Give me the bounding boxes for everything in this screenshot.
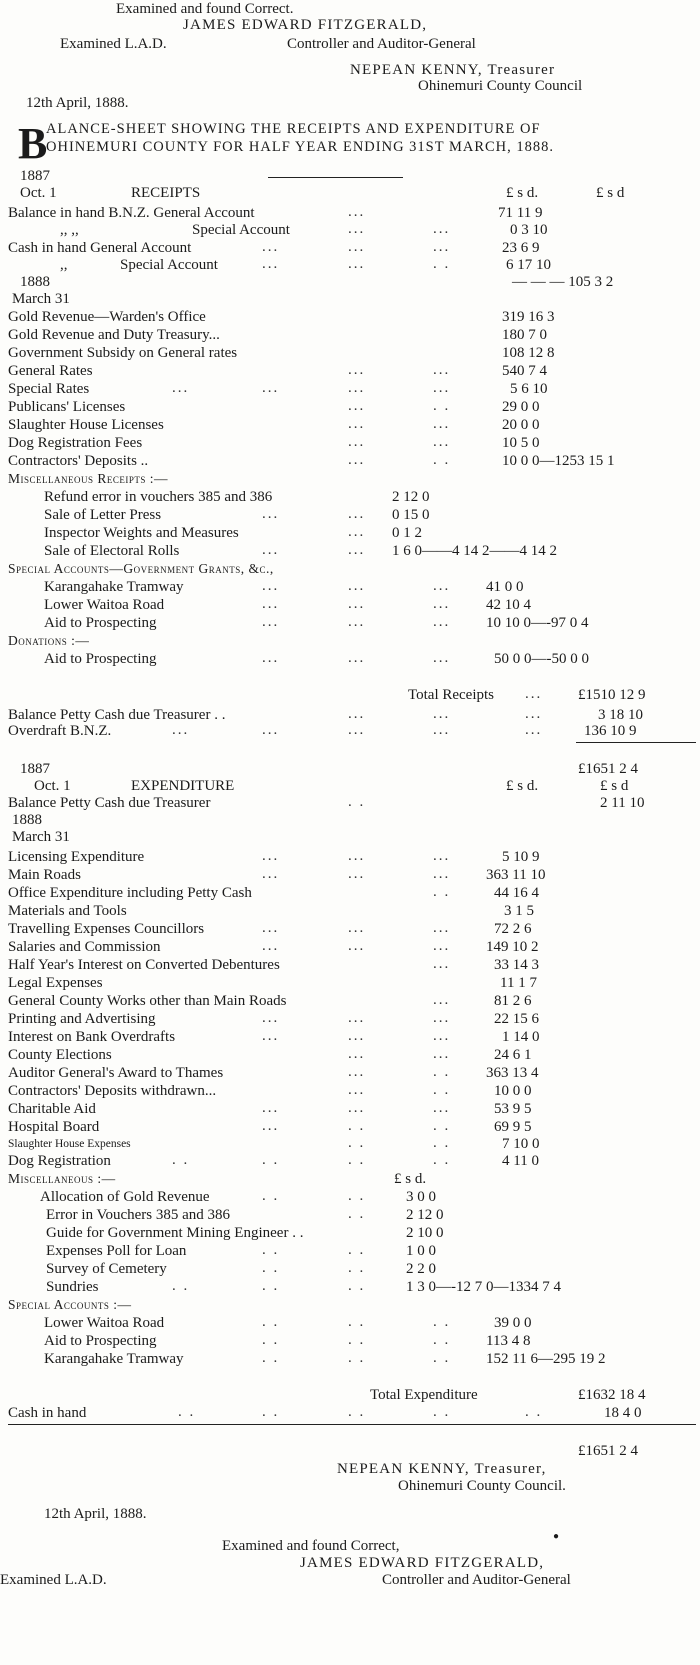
receipt-amount: 6 17 10 <box>506 257 551 273</box>
receipt-amount: 5 6 10 <box>510 381 548 397</box>
leader-dots: ... <box>348 722 366 738</box>
leader-dots: ... <box>525 706 543 722</box>
leader-dots: ... <box>348 1082 366 1098</box>
special-accounts-heading: Special Accounts—Government Grants, &c., <box>8 561 274 576</box>
leader-dots: ... <box>262 380 280 396</box>
leader-dots: ... <box>433 1010 451 1026</box>
receipts-col-header-2: £ s d <box>596 185 625 201</box>
receipts-date-oct: Oct. 1 <box>20 185 57 201</box>
receipt-amount: 108 12 8 <box>502 345 555 361</box>
leader-dots: ... <box>525 722 543 738</box>
misc-receipt-amount: 0 1 2 <box>392 525 422 541</box>
total-receipts-label: Total Receipts <box>408 687 495 703</box>
leader-dots: ... <box>348 920 366 936</box>
examined-found-text: Examined and found Correct. <box>116 1 294 17</box>
exp-label: Contractors' Deposits withdrawn... <box>8 1083 217 1099</box>
auditor-title: Controller and Auditor-General <box>287 36 476 52</box>
leader-dots: ... <box>348 506 366 522</box>
auditor-name: JAMES EDWARD FITZGERALD, <box>183 17 428 33</box>
exp-amount: 22 15 6 <box>494 1011 539 1027</box>
leader-dots: . . <box>348 1404 366 1420</box>
leader-dots: ... <box>433 722 451 738</box>
exp-label: Licensing Expenditure <box>8 849 145 865</box>
exp-label: Interest on Bank Overdrafts <box>8 1029 176 1045</box>
leader-dots: ... <box>433 239 451 255</box>
leader-dots: ... <box>433 362 451 378</box>
leader-dots: ... <box>348 524 366 540</box>
receipt-amount: 10 5 0 <box>502 435 540 451</box>
misc-exp-amount: 2 10 0 <box>406 1225 444 1241</box>
special-exp-amount: 39 0 0 <box>494 1315 532 1331</box>
misc-exp-amount: 3 0 0 <box>406 1189 436 1205</box>
exp-label: General County Works other than Main Roads <box>8 993 287 1009</box>
leader-dots: . . <box>433 884 451 900</box>
leader-dots: ... <box>262 578 280 594</box>
misc-receipt-amount: 2 12 0 <box>392 489 430 505</box>
leader-dots: . . <box>433 1064 451 1080</box>
leader-dots: . . <box>433 1404 451 1420</box>
overdraft-amount: 136 10 9 <box>584 723 637 739</box>
leader-dots: . . <box>348 1278 366 1294</box>
leader-dots: . . <box>172 1152 190 1168</box>
leader-dots: ... <box>433 221 451 237</box>
misc-receipts-heading: Miscellaneous Receipts :— <box>8 471 169 486</box>
receipts-col-header-1: £ s d. <box>506 185 539 201</box>
leader-dots: . . <box>262 1332 280 1348</box>
misc-receipt-amount: 1 6 0——4 14 2——4 14 2 <box>392 543 557 559</box>
leader-dots: ... <box>433 992 451 1008</box>
overdraft-label: Overdraft B.N.Z. <box>8 723 112 739</box>
exp-label: Half Year's Interest on Converted Debentures <box>8 957 280 973</box>
leader-dots: . . <box>262 1314 280 1330</box>
receipt-amount: 180 7 0 <box>502 327 547 343</box>
bottom-examined-found: Examined and found Correct, <box>222 1538 400 1554</box>
receipts-year-1888: 1888 <box>20 274 50 290</box>
leader-dots: . . <box>525 1404 543 1420</box>
exp-label: Travelling Expenses Councillors <box>8 921 205 937</box>
special-exp-label: Lower Waitoa Road <box>44 1315 165 1331</box>
misc-exp-label: Expenses Poll for Loan <box>46 1243 187 1259</box>
receipt-label: General Rates <box>8 363 93 379</box>
leader-dots: . . <box>262 1350 280 1366</box>
date-top: 12th April, 1888. <box>26 95 129 111</box>
leader-dots: ... <box>348 256 366 272</box>
receipt-amount: 0 3 10 <box>510 222 548 238</box>
receipt-amount: 23 6 9 <box>502 240 540 256</box>
donation-label: Aid to Prospecting <box>44 651 157 667</box>
leader-dots: ... <box>433 416 451 432</box>
title-line-2: OHINEMURI COUNTY FOR HALF YEAR ENDING 31ST MARCH, 1888. <box>46 139 555 155</box>
special-exp-label: Aid to Prospecting <box>44 1333 157 1349</box>
leader-dots: ... <box>433 380 451 396</box>
misc-receipt-amount: 0 15 0 <box>392 507 430 523</box>
leader-dots: ... <box>433 1028 451 1044</box>
ditto-marks: ,, <box>60 257 68 273</box>
leader-dots: . . <box>262 1404 280 1420</box>
leader-dots: . . <box>262 1242 280 1258</box>
receipt-label: Cash in hand General Account <box>8 240 192 256</box>
leader-dots: ... <box>348 596 366 612</box>
petty-cash-label: Balance Petty Cash due Treasurer . . <box>8 707 226 723</box>
exp-amount: 1 14 0 <box>502 1029 540 1045</box>
leader-dots: . . <box>433 1135 451 1151</box>
special-exp-heading: Special Accounts :— <box>8 1297 132 1312</box>
exp-label: Printing and Advertising <box>8 1011 156 1027</box>
leader-dots: ... <box>348 1100 366 1116</box>
leader-dots: ... <box>172 722 190 738</box>
leader-dots: ... <box>433 1100 451 1116</box>
total-receipts-amount: £1510 12 9 <box>578 687 646 703</box>
leader-dots: ... <box>262 848 280 864</box>
cash-in-hand-amount: 18 4 0 <box>604 1405 642 1421</box>
leader-dots: ... <box>262 1100 280 1116</box>
leader-dots: . . <box>348 1152 366 1168</box>
bottom-treasurer-name: NEPEAN KENNY, Treasurer, <box>337 1461 547 1477</box>
leader-dots: . . <box>433 1350 451 1366</box>
donation-amount: 50 0 0—-50 0 0 <box>494 651 589 667</box>
exp-amount: 149 10 2 <box>486 939 539 955</box>
misc-exp-heading: Miscellaneous :— <box>8 1171 116 1186</box>
leader-dots: . . <box>433 452 451 468</box>
receipt-amount: 540 7 4 <box>502 363 547 379</box>
leader-dots: ... <box>348 380 366 396</box>
leader-dots: . . <box>348 1188 366 1204</box>
council-name: Ohinemuri County Council <box>418 78 583 94</box>
receipt-label: Publicans' Licenses <box>8 399 126 415</box>
leader-dots: ... <box>433 938 451 954</box>
special-receipt-label: Lower Waitoa Road <box>44 597 165 613</box>
receipt-label: Special Rates <box>8 381 90 397</box>
exp-amount: 3 1 5 <box>504 903 534 919</box>
special-receipt-amount: 41 0 0 <box>486 579 524 595</box>
leader-dots: . . <box>262 1260 280 1276</box>
leader-dots: ... <box>433 596 451 612</box>
leader-dots: ... <box>348 706 366 722</box>
exp-amount: 7 10 0 <box>502 1136 540 1152</box>
receipt-label: Dog Registration Fees <box>8 435 143 451</box>
exp-amount: 24 6 1 <box>494 1047 532 1063</box>
bottom-council-name: Ohinemuri County Council. <box>398 1478 566 1494</box>
leader-dots: ... <box>348 650 366 666</box>
leader-dots: ... <box>433 920 451 936</box>
exp-label: Charitable Aid <box>8 1101 96 1117</box>
receipt-label: Government Subsidy on General rates <box>8 345 238 361</box>
receipt-label: Special Account <box>120 257 218 273</box>
expenditure-year-1888: 1888 <box>12 812 42 828</box>
leader-dots: . . <box>348 1206 366 1222</box>
leader-dots: . . <box>433 1152 451 1168</box>
expenditure-date-oct: Oct. 1 <box>34 778 71 794</box>
receipts-total-rule <box>576 742 696 743</box>
receipts-subtotal-1: — — — 105 3 2 <box>512 274 614 290</box>
expenditure-total-rule <box>8 1424 696 1425</box>
leader-dots: . . <box>433 1118 451 1134</box>
exp-label: Auditor General's Award to Thames <box>8 1065 224 1081</box>
special-exp-amount: 152 11 6—295 19 2 <box>486 1351 606 1367</box>
leader-dots: ... <box>262 256 280 272</box>
leader-dots: ... <box>348 1064 366 1080</box>
leader-dots: ... <box>433 578 451 594</box>
exp-amount: 11 1 7 <box>500 975 537 991</box>
leader-dots: ... <box>433 956 451 972</box>
leader-dots: . . <box>348 1260 366 1276</box>
leader-dots: ... <box>262 1118 280 1134</box>
expenditure-col-header-1: £ s d. <box>506 778 539 794</box>
receipts-grand-total: £1651 2 4 <box>578 761 638 777</box>
donations-heading: Donations :— <box>8 633 90 648</box>
leader-dots: ... <box>262 239 280 255</box>
leader-dots: ... <box>262 614 280 630</box>
leader-dots: ... <box>262 1028 280 1044</box>
expenditure-heading: EXPENDITURE <box>131 778 235 794</box>
exp-petty-amount: 2 11 10 <box>600 795 645 811</box>
misc-exp-label: Error in Vouchers 385 and 386 <box>46 1207 230 1223</box>
ditto-marks: ,, ,, <box>60 222 79 238</box>
bottom-date: 12th April, 1888. <box>44 1506 147 1522</box>
leader-dots: . . <box>172 1278 190 1294</box>
receipt-label: Gold Revenue and Duty Treasury... <box>8 327 220 343</box>
receipt-amount: 10 0 0—1253 15 1 <box>502 453 615 469</box>
exp-amount: 72 2 6 <box>494 921 532 937</box>
leader-dots: . . <box>433 1082 451 1098</box>
leader-dots: ... <box>172 380 190 396</box>
exp-label: Salaries and Commission <box>8 939 161 955</box>
leader-dots: . . <box>178 1404 196 1420</box>
leader-dots: ... <box>433 706 451 722</box>
receipt-label: Gold Revenue—Warden's Office <box>8 309 206 325</box>
misc-exp-amount: 2 12 0 <box>406 1207 444 1223</box>
leader-dots: ... <box>348 362 366 378</box>
bottom-examined-lad: Examined L.A.D. <box>0 1572 107 1588</box>
exp-amount: 53 9 5 <box>494 1101 532 1117</box>
misc-exp-amount: 1 0 0 <box>406 1243 436 1259</box>
leader-dots: ... <box>348 239 366 255</box>
special-receipt-amount: 42 10 4 <box>486 597 531 613</box>
leader-dots: . . <box>348 1350 366 1366</box>
leader-dots: . . <box>348 1118 366 1134</box>
exp-petty-label: Balance Petty Cash due Treasurer <box>8 795 211 811</box>
exp-label: Dog Registration <box>8 1153 111 1169</box>
misc-exp-amount: 1 3 0—-12 7 0—1334 7 4 <box>406 1279 561 1295</box>
ink-blot-icon: ● <box>553 1531 560 1542</box>
leader-dots: . . <box>262 1188 280 1204</box>
exp-amount: 81 2 6 <box>494 993 532 1009</box>
receipt-amount: 319 16 3 <box>502 309 555 325</box>
examined-lad: Examined L.A.D. <box>60 36 167 52</box>
leader-dots: . . <box>348 1332 366 1348</box>
exp-amount: 10 0 0 <box>494 1083 532 1099</box>
leader-dots: . . <box>348 794 366 810</box>
leader-dots: ... <box>262 506 280 522</box>
leader-dots: . . <box>433 1314 451 1330</box>
special-receipt-amount: 10 10 0—-97 0 4 <box>486 615 589 631</box>
exp-amount: 33 14 3 <box>494 957 539 973</box>
exp-label: Main Roads <box>8 867 81 883</box>
receipt-amount: 29 0 0 <box>502 399 540 415</box>
special-exp-label: Karangahake Tramway <box>44 1351 184 1367</box>
leader-dots: . . <box>348 1135 366 1151</box>
misc-receipt-label: Inspector Weights and Measures <box>44 525 239 541</box>
cash-in-hand-label: Cash in hand <box>8 1405 87 1421</box>
leader-dots: ... <box>348 204 366 220</box>
exp-label: Hospital Board <box>8 1119 100 1135</box>
exp-amount: 69 9 5 <box>494 1119 532 1135</box>
petty-cash-amount: 3 18 10 <box>598 707 643 723</box>
misc-exp-label: Survey of Cemetery <box>46 1261 167 1277</box>
misc-exp-col-header: £ s d. <box>394 1171 427 1187</box>
leader-dots: ... <box>348 866 366 882</box>
exp-label: Slaughter House Expenses <box>8 1138 131 1150</box>
misc-exp-label: Guide for Government Mining Engineer . . <box>46 1225 304 1241</box>
exp-amount: 363 13 4 <box>486 1065 539 1081</box>
leader-dots: ... <box>262 542 280 558</box>
leader-dots: ... <box>348 434 366 450</box>
leader-dots: ... <box>262 938 280 954</box>
special-receipt-label: Aid to Prospecting <box>44 615 157 631</box>
leader-dots: ... <box>525 686 543 702</box>
leader-dots: . . <box>348 1242 366 1258</box>
leader-dots: ... <box>348 452 366 468</box>
leader-dots: . . <box>433 398 451 414</box>
receipt-label: Balance in hand B.N.Z. General Account <box>8 205 255 221</box>
expenditure-year-1887: 1887 <box>20 761 50 777</box>
exp-amount: 44 16 4 <box>494 885 539 901</box>
total-expenditure-amount: £1632 18 4 <box>578 1387 646 1403</box>
leader-dots: ... <box>262 650 280 666</box>
leader-dots: ... <box>348 1028 366 1044</box>
misc-exp-label: Sundries <box>46 1279 99 1295</box>
receipt-label: Contractors' Deposits .. <box>8 453 149 469</box>
expenditure-col-header-2: £ s d <box>600 778 629 794</box>
leader-dots: ... <box>433 614 451 630</box>
leader-dots: ... <box>433 650 451 666</box>
leader-dots: . . <box>262 1152 280 1168</box>
misc-receipt-label: Sale of Letter Press <box>44 507 162 523</box>
leader-dots: ... <box>433 866 451 882</box>
misc-receipt-label: Refund error in vouchers 385 and 386 <box>44 489 273 505</box>
leader-dots: ... <box>262 1010 280 1026</box>
leader-dots: . . <box>433 1332 451 1348</box>
receipt-amount: 71 11 9 <box>498 205 543 221</box>
bottom-auditor-title: Controller and Auditor-General <box>382 1572 571 1588</box>
receipt-label: Special Account <box>192 222 290 238</box>
exp-amount: 363 11 10 <box>486 867 546 883</box>
leader-dots: ... <box>348 938 366 954</box>
receipt-label: Slaughter House Licenses <box>8 417 164 433</box>
receipts-year-1887: 1887 <box>20 168 50 184</box>
exp-label: County Elections <box>8 1047 112 1063</box>
exp-label: Materials and Tools <box>8 903 127 919</box>
leader-dots: . . <box>433 256 451 272</box>
exp-amount: 4 11 0 <box>502 1153 539 1169</box>
leader-dots: ... <box>348 542 366 558</box>
leader-dots: ... <box>262 722 280 738</box>
title-line-1: ALANCE-SHEET SHOWING THE RECEIPTS AND EXPENDITURE OF <box>46 121 541 137</box>
leader-dots: ... <box>348 221 366 237</box>
bottom-auditor-name: JAMES EDWARD FITZGERALD, <box>300 1555 545 1571</box>
exp-amount: 5 10 9 <box>502 849 540 865</box>
leader-dots: ... <box>262 866 280 882</box>
misc-receipt-label: Sale of Electoral Rolls <box>44 543 180 559</box>
exp-label: Legal Expenses <box>8 975 103 991</box>
leader-dots: ... <box>262 596 280 612</box>
leader-dots: . . <box>262 1278 280 1294</box>
treasurer-name: NEPEAN KENNY, Treasurer <box>350 62 556 78</box>
exp-label: Office Expenditure including Petty Cash <box>8 885 252 901</box>
leader-dots: ... <box>348 578 366 594</box>
leader-dots: ... <box>348 398 366 414</box>
receipts-date-march: March 31 <box>12 291 70 307</box>
leader-dots: ... <box>348 1046 366 1062</box>
misc-exp-label: Allocation of Gold Revenue <box>40 1189 210 1205</box>
leader-dots: . . <box>348 1314 366 1330</box>
total-expenditure-label: Total Expenditure <box>370 1387 478 1403</box>
special-receipt-label: Karangahake Tramway <box>44 579 184 595</box>
receipts-heading: RECEIPTS <box>131 185 201 201</box>
leader-dots: ... <box>433 848 451 864</box>
expenditure-date-march: March 31 <box>12 829 70 845</box>
misc-exp-amount: 2 2 0 <box>406 1261 436 1277</box>
leader-dots: ... <box>262 920 280 936</box>
leader-dots: ... <box>348 848 366 864</box>
title-dropcap: B <box>18 119 48 168</box>
title-rule <box>268 177 403 178</box>
leader-dots: ... <box>433 434 451 450</box>
leader-dots: ... <box>348 614 366 630</box>
leader-dots: ... <box>348 416 366 432</box>
expenditure-grand-total: £1651 2 4 <box>578 1443 638 1459</box>
receipt-amount: 20 0 0 <box>502 417 540 433</box>
special-exp-amount: 113 4 8 <box>486 1333 531 1349</box>
leader-dots: ... <box>433 1046 451 1062</box>
leader-dots: ... <box>348 1010 366 1026</box>
